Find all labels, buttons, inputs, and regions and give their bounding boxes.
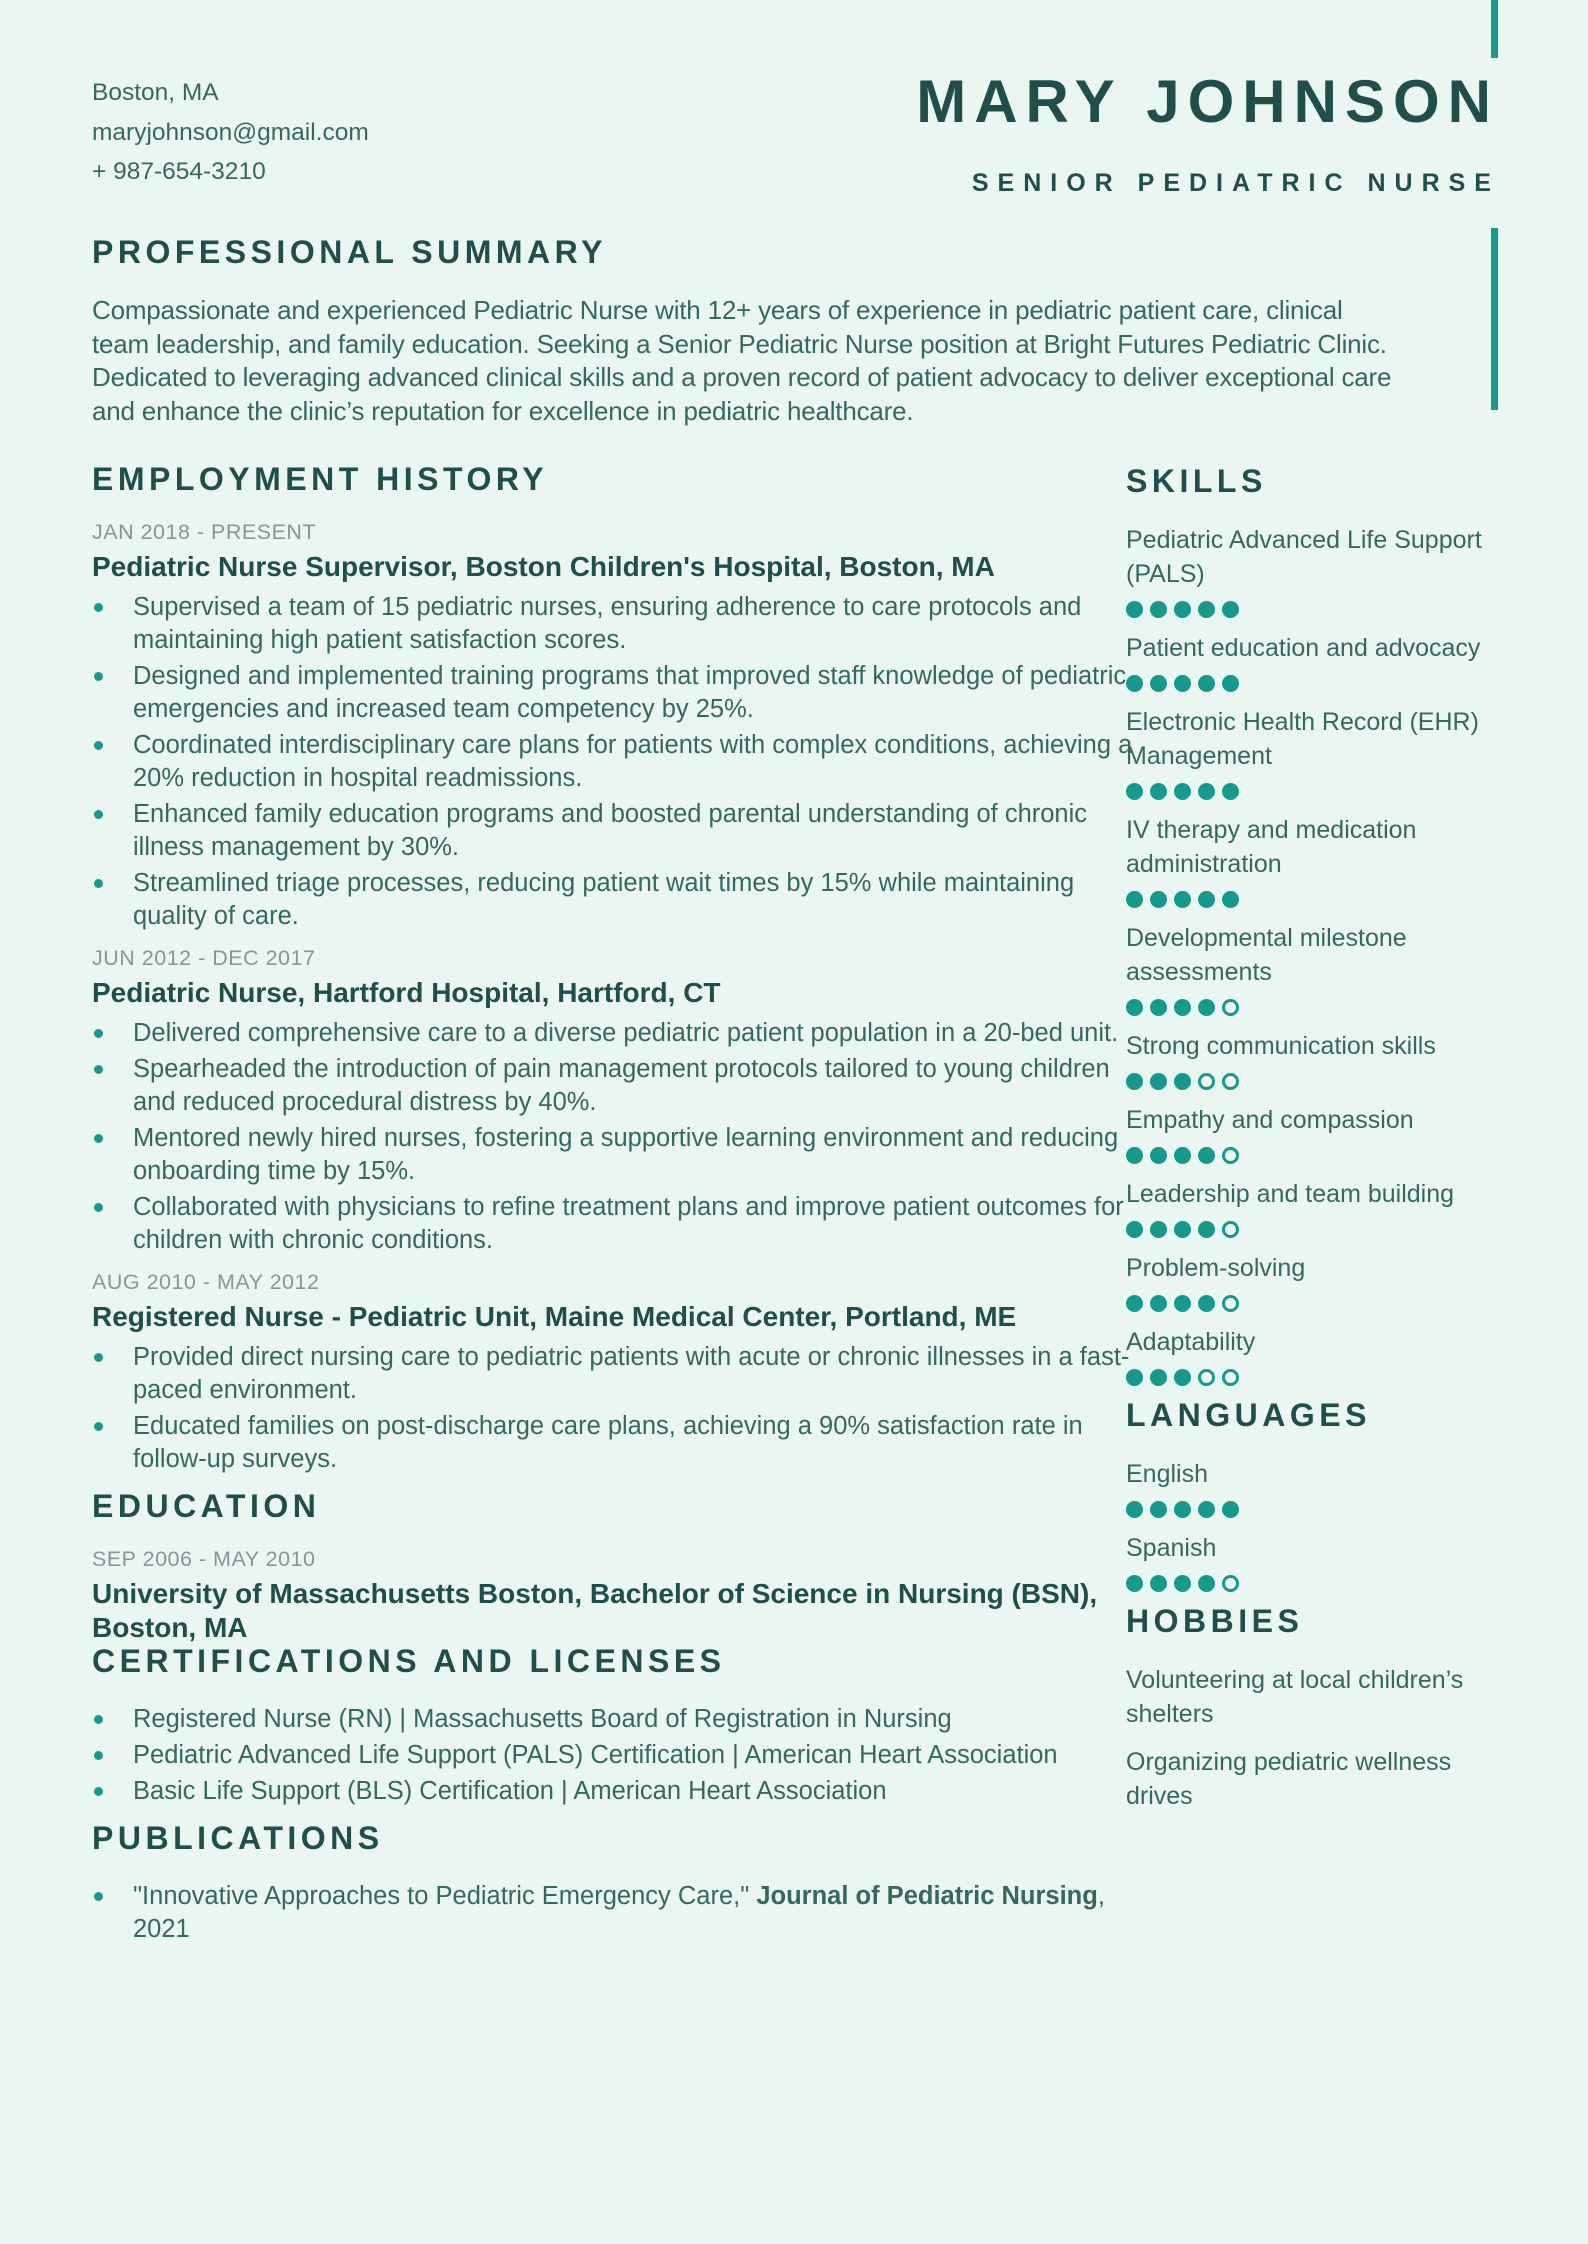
rating-dot-filled <box>1150 783 1167 800</box>
skills-list <box>1126 523 1504 1386</box>
rating-dots <box>1126 1221 1504 1238</box>
certification-item: Registered Nurse (RN) | Massachusetts Board of Registration in Nursing <box>92 1703 1152 1736</box>
rating-dot-filled <box>1174 1575 1191 1592</box>
skill-label: Developmental milestone assessments <box>1126 924 1407 986</box>
skill-label: Adaptability <box>1126 1328 1256 1356</box>
skill-item <box>1126 705 1504 800</box>
job-bullet: Supervised a team of 15 pediatric nurses, ensuring adherence to care protocols and maintaining high patient satisfaction scores. <box>92 591 1152 657</box>
language-item <box>1126 1457 1504 1518</box>
contact-block <box>92 73 369 192</box>
employment-list <box>92 521 1152 1476</box>
rating-dot-filled <box>1150 999 1167 1016</box>
languages-list <box>1126 1457 1504 1592</box>
rating-dot-filled <box>1126 1575 1143 1592</box>
rating-dots <box>1126 1147 1504 1164</box>
publications-heading: PUBLICATIONS <box>92 1820 384 1856</box>
rating-dot-filled <box>1174 999 1191 1016</box>
publication-journal: Journal of Pediatric Nursing <box>756 1882 1098 1910</box>
rating-dot-empty <box>1222 1575 1239 1592</box>
rating-dot-empty <box>1222 999 1239 1016</box>
rating-dots <box>1126 601 1504 618</box>
rating-dot-filled <box>1126 783 1143 800</box>
job-bullets <box>92 591 1152 933</box>
publication-item <box>92 1880 1152 1946</box>
rating-dot-filled <box>1198 1501 1215 1518</box>
job-bullets <box>92 1341 1152 1476</box>
rating-dot-filled <box>1174 1221 1191 1238</box>
rating-dot-filled <box>1150 1369 1167 1386</box>
right-column <box>1126 465 1504 1827</box>
rating-dot-filled <box>1150 1073 1167 1090</box>
rating-dot-filled <box>1174 1147 1191 1164</box>
rating-dot-filled <box>1198 1147 1215 1164</box>
certification-item: Basic Life Support (BLS) Certification | American Heart Association <box>92 1775 1152 1808</box>
rating-dot-empty <box>1198 1369 1215 1386</box>
rating-dot-filled <box>1174 1501 1191 1518</box>
rating-dot-filled <box>1198 601 1215 618</box>
accent-bar-top <box>1491 0 1498 58</box>
rating-dots <box>1126 1501 1504 1518</box>
rating-dot-filled <box>1174 1369 1191 1386</box>
rating-dots <box>1126 1369 1504 1386</box>
certifications-list <box>92 1703 1152 1808</box>
rating-dot-filled <box>1126 1369 1143 1386</box>
rating-dot-filled <box>1198 999 1215 1016</box>
contact-email: maryjohnson@gmail.com <box>92 118 369 146</box>
job-bullet: Educated families on post-discharge care plans, achieving a 90% satisfaction rate in follow-up surveys. <box>92 1410 1152 1476</box>
rating-dot-filled <box>1150 601 1167 618</box>
rating-dot-filled <box>1126 1147 1143 1164</box>
education-degree: University of Massachusetts Boston, Bachelor of Science in Nursing (BSN), Boston, MA <box>92 1578 1098 1643</box>
job-title: Pediatric Nurse, Hartford Hospital, Hartford, CT <box>92 977 721 1008</box>
publication-title: "Innovative Approaches to Pediatric Emergency Care," <box>133 1882 757 1910</box>
rating-dot-filled <box>1174 891 1191 908</box>
rating-dot-filled <box>1126 891 1143 908</box>
rating-dot-filled <box>1222 601 1239 618</box>
rating-dot-filled <box>1222 1501 1239 1518</box>
job-bullet: Mentored newly hired nurses, fostering a supportive learning environment and reducing onboarding time by 15%. <box>92 1122 1152 1188</box>
contact-location: Boston, MA <box>92 79 219 106</box>
skill-label: Leadership and team building <box>1126 1180 1455 1208</box>
hobbies-heading: HOBBIES <box>1126 1603 1304 1639</box>
rating-dot-empty <box>1222 1221 1239 1238</box>
rating-dots <box>1126 1073 1504 1090</box>
job-bullet: Designed and implemented training programs that improved staff knowledge of pediatric emergencies and increased team competency by 25%. <box>92 660 1152 726</box>
hobbies-list <box>1126 1663 1504 1813</box>
rating-dot-filled <box>1150 1221 1167 1238</box>
job-dates: JAN 2018 - PRESENT <box>92 520 317 544</box>
left-column <box>92 463 1152 1949</box>
language-item <box>1126 1531 1504 1592</box>
job-dates: AUG 2010 - MAY 2012 <box>92 1270 320 1294</box>
rating-dot-filled <box>1198 675 1215 692</box>
skill-label: Problem-solving <box>1126 1254 1306 1282</box>
rating-dot-filled <box>1222 891 1239 908</box>
rating-dot-filled <box>1174 601 1191 618</box>
skill-label: Pediatric Advanced Life Support (PALS) <box>1126 526 1482 588</box>
skill-item <box>1126 813 1504 908</box>
rating-dot-filled <box>1174 675 1191 692</box>
education-heading: EDUCATION <box>92 1488 321 1524</box>
skill-label: IV therapy and medication administration <box>1126 816 1417 878</box>
job-bullet: Provided direct nursing care to pediatric patients with acute or chronic illnesses in a fast-paced environment. <box>92 1341 1152 1407</box>
job-bullet: Coordinated interdisciplinary care plans for patients with complex conditions, achieving a 20% reduction in hospital readmissions. <box>92 729 1152 795</box>
job-entry <box>92 947 1152 1257</box>
rating-dots <box>1126 783 1504 800</box>
skill-item <box>1126 921 1504 1016</box>
rating-dot-filled <box>1126 601 1143 618</box>
rating-dot-filled <box>1150 1501 1167 1518</box>
summary-text: Compassionate and experienced Pediatric Nurse with 12+ years of experience in pediatric patient care, clinical team leadership, and family education. Seeking a Senior Pediatric Nurse position at Bright Futures Pediatric Clinic. Dedicated to leveraging advanced clinical skills and a proven record of patient advocacy to deliver exceptional care and enhance the clinic’s reputation for excellence in pediatric healthcare. <box>92 295 1392 426</box>
job-title: Registered Nurse - Pediatric Unit, Maine Medical Center, Portland, ME <box>92 1301 1017 1332</box>
job-title: Pediatric Nurse Supervisor, Boston Children's Hospital, Boston, MA <box>92 551 995 582</box>
publication-year: , 2021 <box>133 1882 1105 1943</box>
rating-dots <box>1126 675 1504 692</box>
skill-item <box>1126 523 1504 618</box>
certification-item: Pediatric Advanced Life Support (PALS) Certification | American Heart Association <box>92 1739 1152 1772</box>
rating-dot-filled <box>1174 1295 1191 1312</box>
rating-dot-filled <box>1126 1221 1143 1238</box>
rating-dot-filled <box>1198 891 1215 908</box>
rating-dot-filled <box>1150 1575 1167 1592</box>
skills-heading: SKILLS <box>1126 463 1267 499</box>
job-entry <box>92 521 1152 933</box>
language-label: English <box>1126 1460 1208 1488</box>
rating-dot-empty <box>1198 1073 1215 1090</box>
job-bullet: Spearheaded the introduction of pain management protocols tailored to young children and reduced procedural distress by 40%. <box>92 1053 1152 1119</box>
skill-label: Patient education and advocacy <box>1126 634 1481 662</box>
publications-list <box>92 1880 1152 1946</box>
summary-heading: PROFESSIONAL SUMMARY <box>92 234 607 270</box>
skill-item <box>1126 1251 1504 1312</box>
skill-item <box>1126 1103 1504 1164</box>
skill-item <box>1126 1177 1504 1238</box>
rating-dots <box>1126 1295 1504 1312</box>
rating-dot-filled <box>1198 1221 1215 1238</box>
rating-dots <box>1126 1575 1504 1592</box>
language-label: Spanish <box>1126 1534 1217 1562</box>
rating-dot-filled <box>1222 675 1239 692</box>
certifications-heading: CERTIFICATIONS AND LICENSES <box>92 1643 726 1679</box>
rating-dot-filled <box>1150 891 1167 908</box>
job-bullet: Enhanced family education programs and boosted parental understanding of chronic illness management by 30%. <box>92 798 1152 864</box>
hobby-item: Organizing pediatric wellness drives <box>1126 1748 1452 1810</box>
section-professional-summary <box>92 236 1404 428</box>
job-bullet: Collaborated with physicians to refine treatment plans and improve patient outcomes for children with chronic conditions. <box>92 1191 1152 1257</box>
rating-dot-filled <box>1174 1073 1191 1090</box>
education-dates: SEP 2006 - MAY 2010 <box>92 1547 316 1571</box>
skill-label: Strong communication skills <box>1126 1032 1436 1060</box>
skill-label: Empathy and compassion <box>1126 1106 1414 1134</box>
rating-dots <box>1126 891 1504 908</box>
rating-dot-empty <box>1222 1147 1239 1164</box>
hobby-item: Volunteering at local children’s shelters <box>1126 1666 1464 1728</box>
rating-dot-filled <box>1150 1147 1167 1164</box>
job-dates: JUN 2012 - DEC 2017 <box>92 946 316 970</box>
rating-dot-filled <box>1174 783 1191 800</box>
header-name-block <box>916 68 1500 197</box>
rating-dot-filled <box>1126 675 1143 692</box>
rating-dots <box>1126 999 1504 1016</box>
job-bullets <box>92 1017 1152 1257</box>
rating-dot-filled <box>1150 1295 1167 1312</box>
rating-dot-filled <box>1126 999 1143 1016</box>
candidate-role: SENIOR PEDIATRIC NURSE <box>971 169 1500 197</box>
rating-dot-filled <box>1126 1073 1143 1090</box>
accent-bar-middle <box>1491 228 1498 410</box>
skill-item <box>1126 631 1504 692</box>
job-entry <box>92 1271 1152 1476</box>
rating-dot-filled <box>1198 1295 1215 1312</box>
rating-dot-filled <box>1198 783 1215 800</box>
rating-dot-empty <box>1222 1369 1239 1386</box>
candidate-name: MARY JOHNSON <box>916 68 1499 135</box>
rating-dot-empty <box>1222 1073 1239 1090</box>
rating-dot-filled <box>1150 675 1167 692</box>
rating-dot-filled <box>1126 1501 1143 1518</box>
employment-heading: EMPLOYMENT HISTORY <box>92 461 549 497</box>
skill-label: Electronic Health Record (EHR) Management <box>1126 708 1479 770</box>
rating-dot-filled <box>1198 1575 1215 1592</box>
job-bullet: Streamlined triage processes, reducing patient wait times by 15% while maintaining quality of care. <box>92 867 1152 933</box>
rating-dot-empty <box>1222 1295 1239 1312</box>
skill-item <box>1126 1029 1504 1090</box>
job-bullet: Delivered comprehensive care to a diverse pediatric patient population in a 20-bed unit. <box>92 1017 1152 1050</box>
skill-item <box>1126 1325 1504 1386</box>
contact-phone: + 987-654-3210 <box>92 158 266 185</box>
languages-heading: LANGUAGES <box>1126 1397 1371 1433</box>
rating-dot-filled <box>1126 1295 1143 1312</box>
rating-dot-filled <box>1222 783 1239 800</box>
